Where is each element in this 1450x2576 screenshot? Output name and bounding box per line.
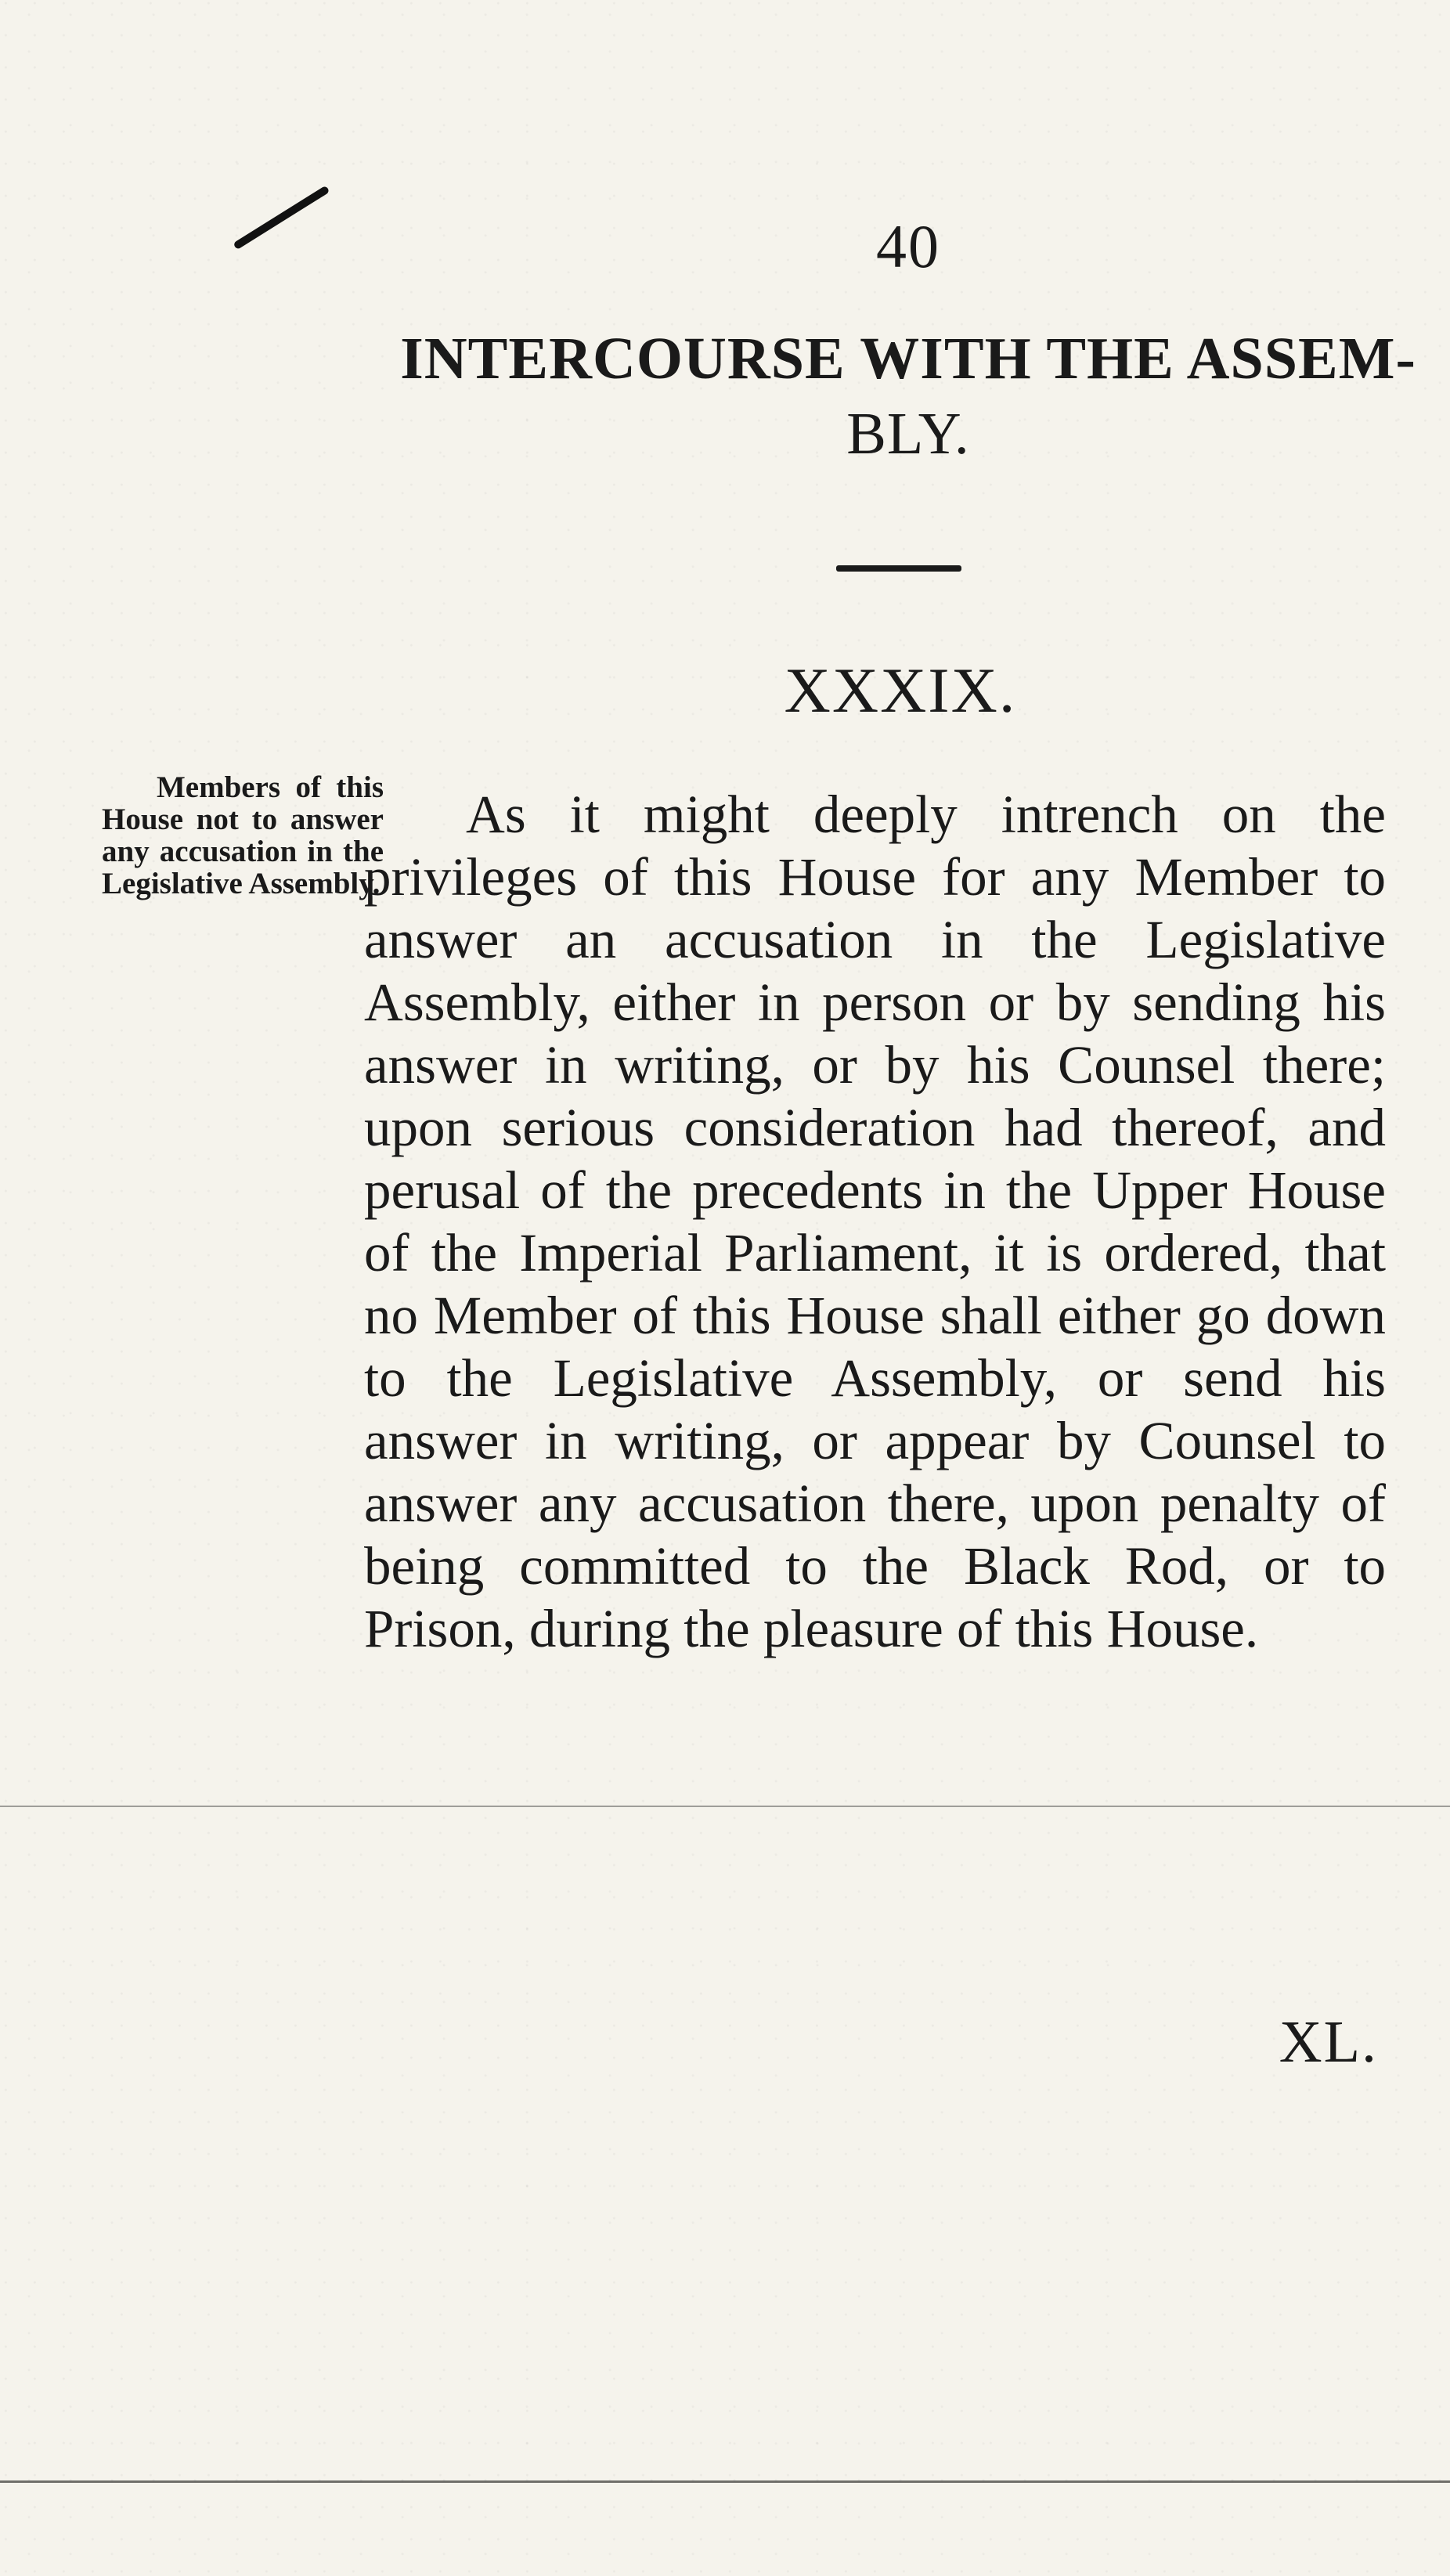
heading-line-2: BLY. <box>846 401 970 467</box>
chapter-heading <box>376 321 1441 471</box>
marginal-note-text: Members of this House not to answer any accusation in the Legislative Assembly. <box>102 770 384 900</box>
heading-line-1: INTERCOURSE WITH THE ASSEM- <box>400 326 1416 391</box>
heading-rule <box>836 565 961 572</box>
section-number: XXXIX. <box>784 655 1017 726</box>
page-bottom-edge <box>0 2480 1450 2483</box>
scan-fold-line <box>0 1806 1450 1807</box>
page-number: 40 <box>876 212 940 280</box>
rule-body-text: As it might deeply intrench on the privileges of this House for any Member to answer an accusation in the Legislative Assembly, either in person or by sending his answer in writing, or by his Counsel there; upon serious consideration had thereof, and perusal of the precedents in the Upper House of the Imperial Parliament, it is ordered, that no Member of this House shall either go down to the Legislative Assembly, or send his answer in writing, or appear by Counsel to answer any accusation there, upon penalty of being committed to the Black Rod, or to Prison, during the pleasure of this House. <box>364 785 1386 1658</box>
marginal-note <box>102 771 384 900</box>
catchword: XL. <box>1279 2009 1378 2075</box>
ink-pen-mark <box>233 186 330 251</box>
